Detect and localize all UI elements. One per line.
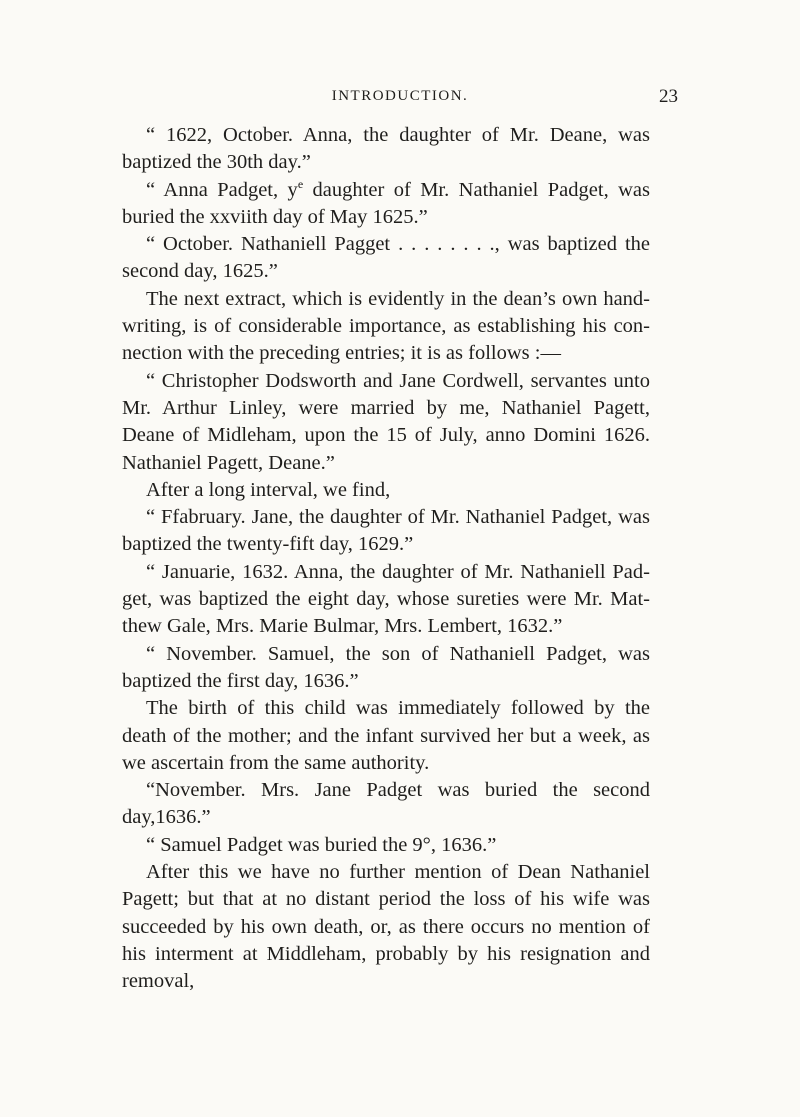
page-body	[122, 122, 650, 996]
entry-text-end: daughter of Mr. Nathaniel Padget, was buried the xxviith day of May 1625.”	[122, 178, 650, 228]
commentary-paragraph: The next extract, which is evidently in the dean’s own hand-writing, is of considerable importance, as establishing his con-nection with the preceding entries; it is as follows :—	[122, 287, 650, 365]
running-head	[122, 86, 678, 110]
register-entry-1636-samuel-baptism: “ November. Samuel, the son of Nathaniell Padget, was baptized the first day, 1636.”	[122, 642, 650, 692]
commentary-paragraph: After this we have no further mention of Dean Nathaniel Pagett; but that at no distant period the loss of his wife was succeeded by his own death, or, as there occurs no mention of his interment at Middleham, probably by his resignation and removal,	[122, 861, 650, 993]
superscript-e: e	[297, 176, 304, 191]
entry-text-start: “ Anna Padget, y	[146, 178, 298, 201]
register-entry-1629-jane: “ Ffabruary. Jane, the daughter of Mr. Nathaniel Padget, was baptized the twenty-fift day, 1629.”	[122, 506, 650, 556]
commentary-paragraph: The birth of this child was immediately followed by the death of the mother; and the infant survived her but a week, as we ascertain from the same authority.	[122, 697, 650, 774]
register-entry-1626-marriage: “ Christopher Dodsworth and Jane Cordwell, servantes unto Mr. Arthur Linley, were married by me, Nathaniel Pagett, Deane of Midleham, upon the 15 of July, anno Domini 1626. Nathaniel Pagett, Deane.”	[122, 369, 650, 474]
commentary-paragraph: After a long interval, we find,	[146, 478, 391, 501]
running-title: INTRODUCTION.	[331, 88, 469, 104]
page-number: 23	[659, 86, 678, 107]
register-entry-1625-anna-padget	[122, 177, 650, 232]
register-entry-1636-samuel-burial: “ Samuel Padget was buried the 9°, 1636.”	[146, 833, 497, 856]
register-entry-1625-nathaniell: “ October. Nathaniell Pagget . . . . . . . ., was baptized the second day, 1625.”	[122, 233, 650, 283]
register-entry-1622-anna: “ 1622, October. Anna, the daughter of Mr. Deane, was baptized the 30th day.”	[122, 124, 650, 174]
register-entry-1632-anna: “ Januarie, 1632. Anna, the daughter of Mr. Nathaniell Pad-get, was baptized the eight day, whose sureties were Mr. Mat-thew Gale, Mrs. Marie Bulmar, Mrs. Lembert, 1632.”	[122, 560, 650, 638]
register-entry-1636-jane-burial: “November. Mrs. Jane Padget was buried the second day,1636.”	[122, 779, 650, 829]
